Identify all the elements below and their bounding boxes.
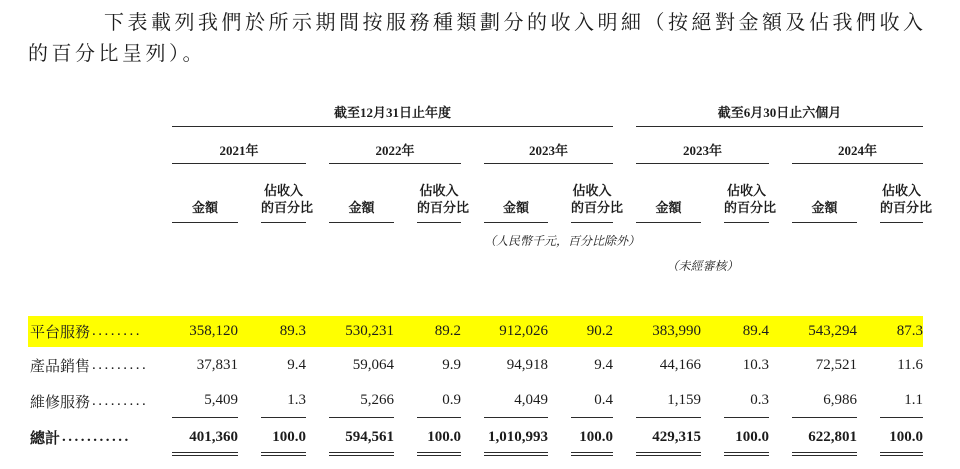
amount-cell: 94,918 xyxy=(506,357,548,373)
percentage-cell: 90.2 xyxy=(586,323,613,339)
amount-cell: 543,294 xyxy=(808,323,857,339)
total-row-label: 總計 ........... xyxy=(30,428,131,447)
percentage-cell: 0.4 xyxy=(571,384,613,418)
percentage-cell: 89.4 xyxy=(742,323,769,339)
total-amount-cell: 622,801 xyxy=(792,418,857,466)
percentage-cell: 11.6 xyxy=(897,357,923,373)
total-amount-cell: 429,315 xyxy=(636,418,701,466)
year-header-2023-interim: 2023年 xyxy=(636,127,769,164)
amount-cell: 530,231 xyxy=(345,323,394,339)
table-total-row xyxy=(28,418,923,466)
amount-cell: 4,049 xyxy=(484,384,548,418)
year-header-2021: 2021年 xyxy=(172,127,306,164)
double-rule xyxy=(484,452,548,456)
amount-cell: 37,831 xyxy=(196,357,238,373)
double-rule xyxy=(792,452,857,456)
intro-line-2: 的百分比呈列）。 xyxy=(28,43,206,65)
amount-column-header: 金額 xyxy=(792,181,857,223)
percentage-cell: 1.3 xyxy=(261,384,306,418)
amount-column-header: 金額 xyxy=(484,181,548,223)
column-group-annual: 截至12月31日止年度 xyxy=(172,100,613,127)
percentage-column-header: 佔收入 的百分比 xyxy=(261,164,306,223)
amount-cell: 1,159 xyxy=(636,384,701,418)
total-amount-cell: 594,561 xyxy=(329,418,394,466)
year-header-2022: 2022年 xyxy=(329,127,461,164)
intro-line-1: 下表載列我們於所示期間按服務種類劃分的收入明細（按絕對金額及佔我們收入 xyxy=(104,12,927,34)
amount-cell: 5,409 xyxy=(172,384,238,418)
total-percentage-cell: 100.0 xyxy=(880,418,923,466)
total-percentage-cell: 100.0 xyxy=(417,418,461,466)
dot-leader: ........ xyxy=(92,323,143,339)
intro-paragraph xyxy=(28,8,960,70)
amount-column-header: 金額 xyxy=(329,181,394,223)
double-rule xyxy=(172,452,238,456)
percentage-cell: 9.9 xyxy=(442,357,461,373)
year-header-2024-interim: 2024年 xyxy=(792,127,923,164)
percentage-cell: 1.1 xyxy=(880,384,923,418)
percentage-column-header: 佔收入 的百分比 xyxy=(417,164,461,223)
amount-cell: 72,521 xyxy=(815,357,857,373)
percentage-cell: 10.3 xyxy=(742,357,769,373)
amount-cell: 6,986 xyxy=(792,384,857,418)
total-amount-cell: 401,360 xyxy=(172,418,238,466)
double-rule xyxy=(636,452,701,456)
percentage-column-header: 佔收入 的百分比 xyxy=(571,164,613,223)
percentage-cell: 0.9 xyxy=(417,384,461,418)
double-rule xyxy=(261,452,306,456)
column-group-interim: 截至6月30日止六個月 xyxy=(636,100,923,127)
double-rule xyxy=(724,452,769,456)
amount-cell: 383,990 xyxy=(652,323,701,339)
percentage-column-header: 佔收入 的百分比 xyxy=(724,164,769,223)
table-header xyxy=(28,100,933,274)
double-rule xyxy=(880,452,923,456)
table-row-product-sales xyxy=(28,347,923,384)
total-percentage-cell: 100.0 xyxy=(724,418,769,466)
total-percentage-cell: 100.0 xyxy=(571,418,613,466)
total-amount-cell: 1,010,993 xyxy=(484,418,548,466)
percentage-cell: 9.4 xyxy=(287,357,306,373)
year-header-2023: 2023年 xyxy=(484,127,613,164)
amount-column-header: 金額 xyxy=(636,181,701,223)
table-row-repair-services xyxy=(28,384,923,418)
table-row-platform-services xyxy=(28,316,923,347)
amount-cell: 59,064 xyxy=(352,357,394,373)
percentage-cell: 0.3 xyxy=(724,384,769,418)
percentage-column-header: 佔收入 的百分比 xyxy=(880,164,923,223)
row-label: 維修服務 ......... xyxy=(30,392,149,411)
amount-column-header: 金額 xyxy=(172,181,238,223)
double-rule xyxy=(329,452,394,456)
total-percentage-cell: 100.0 xyxy=(261,418,306,466)
table-body xyxy=(28,316,923,466)
unaudited-note: （未經審核） xyxy=(666,259,739,273)
dot-leader: ......... xyxy=(92,357,149,373)
percentage-cell: 89.2 xyxy=(434,323,461,339)
currency-note: （人民幣千元，百分比除外） xyxy=(484,234,641,248)
amount-cell: 44,166 xyxy=(659,357,701,373)
revenue-breakdown-table xyxy=(28,100,933,466)
double-rule xyxy=(571,452,613,456)
percentage-cell: 87.3 xyxy=(896,323,923,339)
row-label: 產品銷售 ......... xyxy=(30,357,149,375)
percentage-cell: 9.4 xyxy=(594,357,613,373)
double-rule xyxy=(417,452,461,456)
amount-cell: 358,120 xyxy=(189,323,238,339)
amount-cell: 5,266 xyxy=(329,384,394,418)
amount-cell: 912,026 xyxy=(499,323,548,339)
row-label: 平台服務 ........ xyxy=(30,323,143,341)
percentage-cell: 89.3 xyxy=(279,323,306,339)
dot-leader: ........... xyxy=(62,428,131,445)
dot-leader: ......... xyxy=(92,392,149,409)
